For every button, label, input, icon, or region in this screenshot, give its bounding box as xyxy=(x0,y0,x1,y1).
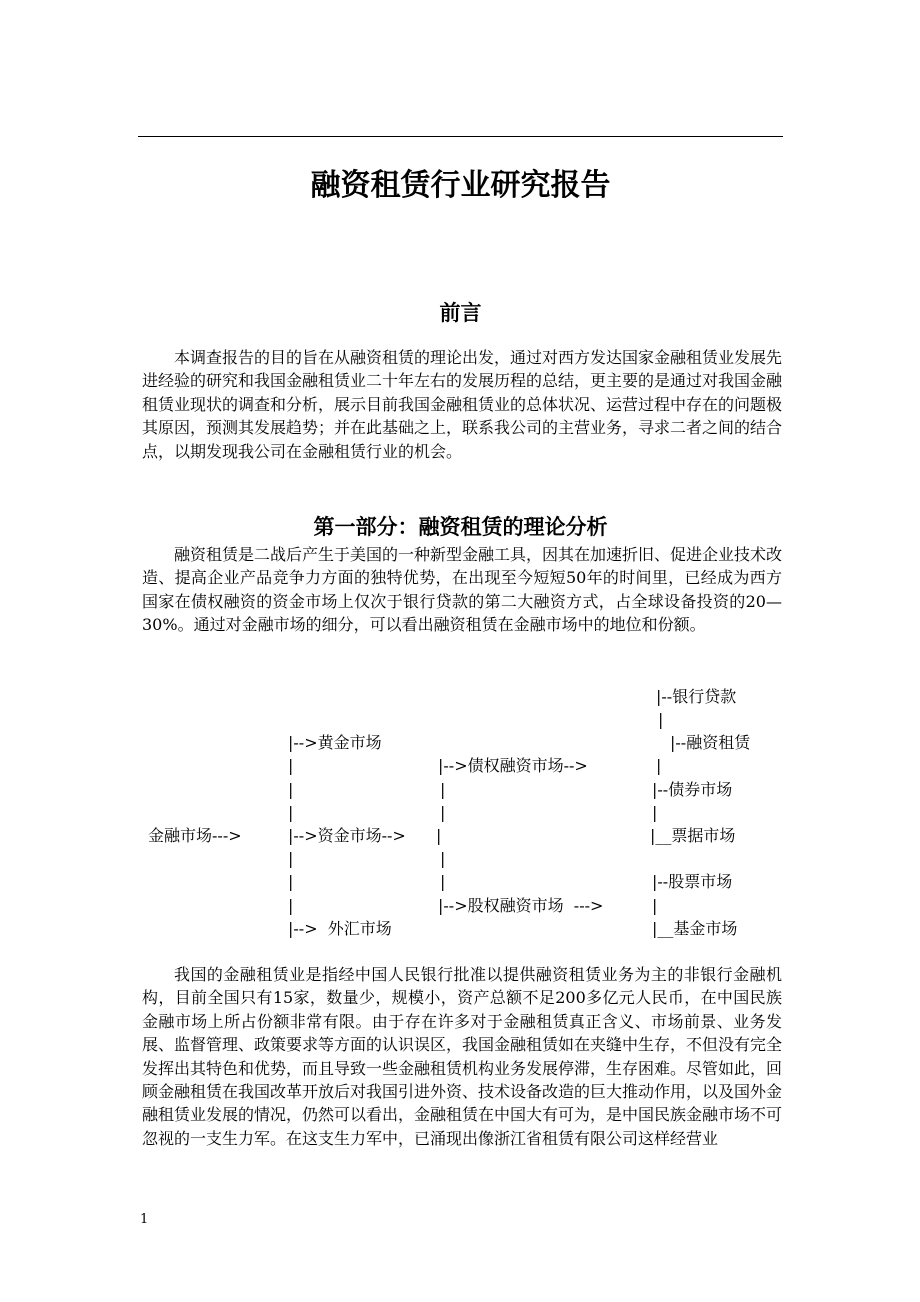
part1-paragraph: 融资租赁是二战后产生于美国的一种新型金融工具，因其在加速折旧、促进企业技术改造、提高企业产品竞争力方面的独特优势，在出现至今短短50年的时间里，已经成为西方国家在债权融资的资金市场上仅次于银行贷款的第二大融资方式，占全球设备投资的20—30%。通过对金融市场的细分，可以看出融资租赁在金融市场中的地位和份额。 xyxy=(142,545,783,635)
diagram-financial-leasing: |--融资租赁 xyxy=(670,733,751,752)
header-rule xyxy=(138,136,783,137)
diagram-equity-market: |-->股权融资市场 ---> xyxy=(438,896,604,915)
part1-heading: 第一部分：融资租赁的理论分析 xyxy=(313,514,608,539)
diagram-bar: | xyxy=(288,803,294,822)
diagram-bar: | xyxy=(440,849,446,868)
diagram-forex-market: |--> 外汇市场 xyxy=(288,919,392,938)
diagram-bar: | xyxy=(656,756,662,775)
diagram-bar: | xyxy=(288,872,294,891)
diagram-bond-market: |--债券市场 xyxy=(652,780,733,799)
diagram-bar: | xyxy=(436,826,442,845)
diagram-bar: | xyxy=(288,896,294,915)
diagram-bar: | xyxy=(658,710,664,729)
diagram-capital-market: |-->资金市场--> xyxy=(288,826,406,845)
diagram-bar: | xyxy=(440,872,446,891)
preface-paragraph: 本调查报告的目的旨在从融资租赁的理论出发，通过对西方发达国家金融租赁业发展先进经验的研究和我国金融租赁业二十年左右的发展历程的总结，更主要的是通过对我国金融租赁业现状的调查和分析，展示目前我国金融租赁业的总体状况、运营过程中存在的问题极其原因，预测其发展趋势；并在此基础之上，联系我公司的主营业务，寻求二者之间的结合点，以期发现我公司在金融租赁行业的机会。 xyxy=(142,348,783,461)
diagram-bank-loan: |--银行贷款 xyxy=(656,687,737,706)
diagram-bill-market: |__票据市场 xyxy=(650,826,736,845)
diagram-bar: | xyxy=(288,780,294,799)
diagram-gold-market: |-->黄金市场 xyxy=(288,733,382,752)
document-title: 融资租赁行业研究报告 xyxy=(310,168,611,203)
diagram-bar: | xyxy=(288,849,294,868)
diagram-bar: | xyxy=(440,780,446,799)
diagram-debt-market: |-->债权融资市场--> xyxy=(438,756,588,775)
preface-heading: 前言 xyxy=(439,300,482,325)
diagram-bar: | xyxy=(440,803,446,822)
diagram-bar: | xyxy=(652,896,658,915)
diagram-root: 金融市场---> xyxy=(148,826,242,845)
diagram-bar: | xyxy=(288,756,294,775)
page-number: 1 xyxy=(140,1212,149,1227)
diagram-fund-market: |__基金市场 xyxy=(652,919,738,938)
diagram-stock-market: |--股票市场 xyxy=(652,872,733,891)
diagram-bar: | xyxy=(652,803,658,822)
body-paragraph: 我国的金融租赁业是指经中国人民银行批准以提供融资租赁业务为主的非银行金融机构，目前全国只有15家，数量少，规模小，资产总额不足200多亿元人民币，在中国民族金融市场上所占份额非常有限。由于存在许多对于金融租赁真正含义、市场前景、业务发展、监督管理、政策要求等方面的认识误区，我国金融租赁如在夹缝中生存，不但没有完全发挥出其特色和优势，而且导致一些金融租赁机构业务发展停滞，生存困难。尽管如此，回顾金融租赁在我国改革开放后对我国引进外资、技术设备改造的巨大推动作用，以及国外金融租赁业发展的情况，仍然可以看出，金融租赁在中国大有可为，是中国民族金融市场不可忽视的一支生力军。在这支生力军中，已涌现出像浙江省租赁有限公司这样经营业 xyxy=(142,965,783,1148)
